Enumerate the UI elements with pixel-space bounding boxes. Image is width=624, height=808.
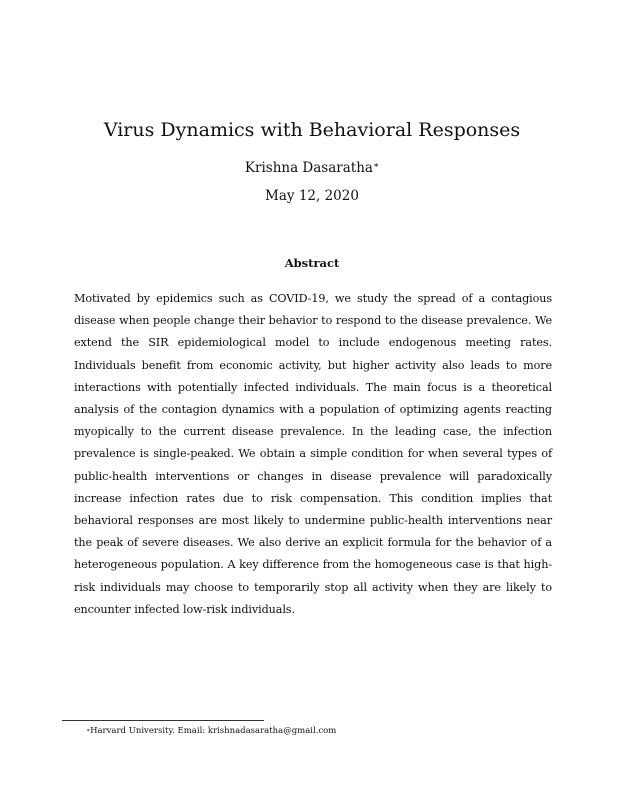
author-line [0, 158, 624, 178]
footnote [86, 724, 586, 738]
author-footnote-mark[interactable]: ∗ [372, 161, 380, 171]
paper-title: Virus Dynamics with Behavioral Responses [103, 119, 521, 141]
footnote-divider [62, 720, 264, 721]
abstract-body: Motivated by epidemics such as COVID-19, we study the spread of a contagious disease when people change their behavior to respond to the disease prevalence. We extend the SIR epidemiological model to include endogenous meeting rates. Individuals benefit from economic activity, but higher activity also leads to more interactions with potentially infected individuals. The main focus is a theoretical analysis of the contagion dynamics with a population of optimizing agents reacting myopically to the current disease prevalence. In the leading case, the infection prevalence is single-peaked. We obtain a simple condition for when several types of public-health interventions or changes in disease prevalence will paradoxically increase infection rates due to risk compensation. This condition implies that behavioral responses are most likely to undermine public-health interventions near the peak of severe diseases. We also derive an explicit formula for the behavior of a heterogeneous population. A key difference from the homogeneous case is that high-risk individuals may choose to temporarily stop all activity when they are likely to encounter infected low-risk individuals. [74, 292, 552, 616]
abstract-heading: Abstract [284, 256, 340, 270]
author-name: Krishna Dasaratha [244, 160, 373, 176]
footnote-mark: ∗ [86, 727, 91, 734]
footnote-text: Harvard University. Email: krishnadasaratha@gmail.com [90, 726, 337, 736]
publication-date: May 12, 2020 [265, 188, 359, 204]
